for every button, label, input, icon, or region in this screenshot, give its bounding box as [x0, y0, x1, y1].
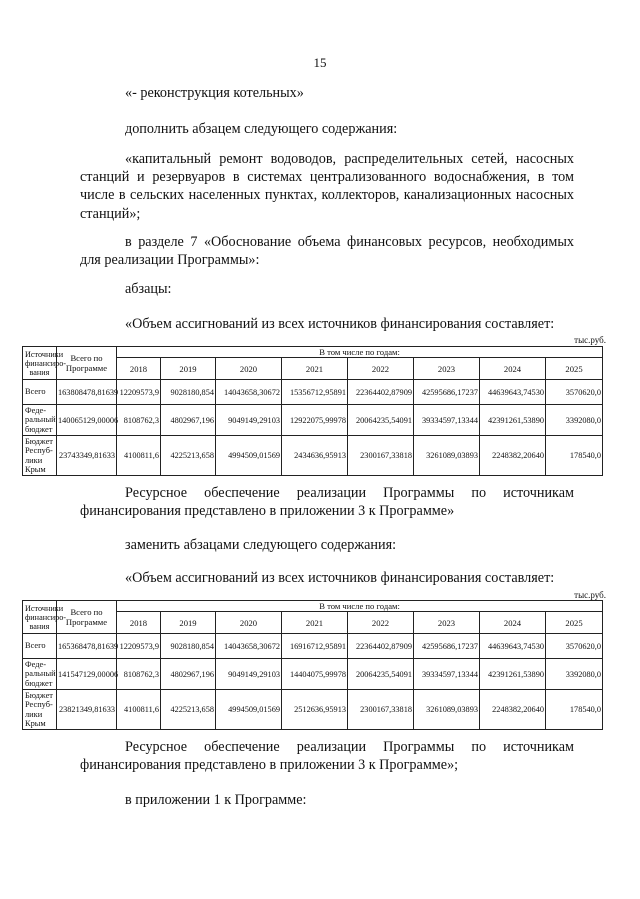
paragraph-section-7 — [80, 233, 574, 269]
table-row — [23, 405, 603, 436]
row-source: Бюджет Респуб-лики Крым — [23, 436, 57, 476]
row-value: 39334597,13344 — [414, 405, 480, 436]
header-year: 2024 — [480, 358, 546, 380]
row-value: 42391261,53890 — [480, 405, 546, 436]
row-value: 14043658,30672 — [216, 634, 282, 659]
paragraph-resources-1-rest: финансирования представлено в приложении 3 к Программе» — [80, 503, 455, 520]
header-by-years: В том числе по годам: — [117, 601, 603, 612]
table-row — [23, 380, 603, 405]
row-value: 4225213,658 — [161, 436, 216, 476]
row-value: 20064235,54091 — [348, 405, 414, 436]
row-value: 4225213,658 — [161, 690, 216, 730]
header-year: 2022 — [348, 612, 414, 634]
row-total: 165368478,81639 — [57, 634, 117, 659]
paragraph-resources-1 — [80, 484, 574, 520]
header-source: Источники финансиро-вания — [23, 347, 57, 380]
row-source: Феде-ральный бюджет — [23, 405, 57, 436]
row-value: 4994509,01569 — [216, 690, 282, 730]
paragraph-add-abzac: дополнить абзацем следующего содержания: — [125, 121, 398, 137]
row-value: 12922075,99978 — [282, 405, 348, 436]
paragraph-section-7-rest: для реализации Программы»: — [80, 252, 260, 269]
row-total: 141547129,00006 — [57, 659, 117, 690]
row-value: 2300167,33818 — [348, 436, 414, 476]
paragraph-volume-2: «Объем ассигнований из всех источников финансирования составляет: — [125, 570, 555, 586]
row-value: 2248382,20640 — [480, 690, 546, 730]
table-row — [23, 659, 603, 690]
financing-table-new — [22, 600, 603, 730]
paragraph-section-7-line1: в разделе 7 «Обоснование объема финансовых ресурсов, необходимых — [125, 234, 574, 250]
page-number: 15 — [313, 55, 327, 70]
row-value: 16916712,95891 — [282, 634, 348, 659]
header-year: 2024 — [480, 612, 546, 634]
row-value: 12209573,9 — [117, 380, 161, 405]
row-value: 3392080,0 — [546, 405, 603, 436]
table-row — [23, 634, 603, 659]
row-value: 3570620,0 — [546, 380, 603, 405]
row-value: 2512636,95913 — [282, 690, 348, 730]
row-source: Феде-ральный бюджет — [23, 659, 57, 690]
row-value: 39334597,13344 — [414, 659, 480, 690]
header-year: 2020 — [216, 612, 282, 634]
paragraph-replace: заменить абзацами следующего содержания: — [125, 537, 397, 553]
row-total: 163808478,81639 — [57, 380, 117, 405]
row-value: 4100811,6 — [117, 436, 161, 476]
row-value: 22364402,87909 — [348, 380, 414, 405]
header-year: 2018 — [117, 612, 161, 634]
header-year: 2023 — [414, 612, 480, 634]
header-source: Источники финансиро-вания — [23, 601, 57, 634]
row-value: 8108762,3 — [117, 405, 161, 436]
row-value: 4802967,196 — [161, 659, 216, 690]
header-year: 2019 — [161, 358, 216, 380]
paragraph-resources-2 — [80, 738, 574, 774]
row-value: 4994509,01569 — [216, 436, 282, 476]
header-year: 2020 — [216, 358, 282, 380]
row-source: Всего — [23, 634, 57, 659]
row-value: 178540,0 — [546, 690, 603, 730]
row-value: 3261089,03893 — [414, 690, 480, 730]
paragraph-abzacy: абзацы: — [125, 281, 172, 297]
row-value: 14404075,99978 — [282, 659, 348, 690]
row-value: 3392080,0 — [546, 659, 603, 690]
header-year: 2019 — [161, 612, 216, 634]
row-value: 44639643,74530 — [480, 380, 546, 405]
header-total: Всего по Программе — [57, 601, 117, 634]
row-value: 9028180,854 — [161, 380, 216, 405]
header-year: 2021 — [282, 358, 348, 380]
row-value: 2434636,95913 — [282, 436, 348, 476]
paragraph-resources-1-line1: Ресурсное обеспечение реализации Программы по источникам — [125, 485, 574, 501]
row-value: 20064235,54091 — [348, 659, 414, 690]
header-year: 2025 — [546, 358, 603, 380]
row-value: 9028180,854 — [161, 634, 216, 659]
row-value: 15356712,95891 — [282, 380, 348, 405]
paragraph-volume-1: «Объем ассигнований из всех источников финансирования составляет: — [125, 316, 555, 332]
table-row — [23, 436, 603, 476]
table-row — [23, 690, 603, 730]
header-year: 2021 — [282, 612, 348, 634]
row-value: 42595686,17237 — [414, 380, 480, 405]
header-year: 2023 — [414, 358, 480, 380]
row-value: 44639643,74530 — [480, 634, 546, 659]
row-total: 23821349,81633 — [57, 690, 117, 730]
row-value: 3261089,03893 — [414, 436, 480, 476]
row-value: 42391261,53890 — [480, 659, 546, 690]
row-value: 4802967,196 — [161, 405, 216, 436]
unit-label-2: тыс.руб. — [574, 590, 606, 600]
row-value: 2248382,20640 — [480, 436, 546, 476]
header-by-years: В том числе по годам: — [117, 347, 603, 358]
row-value: 42595686,17237 — [414, 634, 480, 659]
row-value: 3570620,0 — [546, 634, 603, 659]
paragraph-reconstruction: «- реконструкция котельных» — [125, 85, 304, 101]
row-value: 22364402,87909 — [348, 634, 414, 659]
unit-label-1: тыс.руб. — [574, 335, 606, 345]
paragraph-resources-2-line1: Ресурсное обеспечение реализации Программы по источникам — [125, 739, 574, 755]
row-value: 2300167,33818 — [348, 690, 414, 730]
header-year: 2022 — [348, 358, 414, 380]
row-total: 23743349,81633 — [57, 436, 117, 476]
row-source: Всего — [23, 380, 57, 405]
paragraph-appendix-1: в приложении 1 к Программе: — [125, 792, 307, 808]
header-total: Всего по Программе — [57, 347, 117, 380]
row-value: 9049149,29103 — [216, 659, 282, 690]
paragraph-capital-repair-rest: станций и резервуаров в системах централизованного водоснабжения, в том числе в сельских населенных пунктах, коллекторов, канализационных насосных станций»; — [80, 169, 574, 222]
row-value: 4100811,6 — [117, 690, 161, 730]
row-value: 9049149,29103 — [216, 405, 282, 436]
header-year: 2018 — [117, 358, 161, 380]
row-total: 140065129,00006 — [57, 405, 117, 436]
row-value: 178540,0 — [546, 436, 603, 476]
paragraph-capital-repair-line1: «капитальный ремонт водоводов, распределительных сетей, насосных — [125, 151, 574, 167]
header-year: 2025 — [546, 612, 603, 634]
financing-table-old — [22, 346, 603, 476]
row-value: 8108762,3 — [117, 659, 161, 690]
row-source: Бюджет Респуб-лики Крым — [23, 690, 57, 730]
row-value: 12209573,9 — [117, 634, 161, 659]
paragraph-capital-repair — [80, 150, 574, 223]
paragraph-resources-2-rest: финансирования представлено в приложении 3 к Программе»; — [80, 757, 459, 774]
row-value: 14043658,30672 — [216, 380, 282, 405]
